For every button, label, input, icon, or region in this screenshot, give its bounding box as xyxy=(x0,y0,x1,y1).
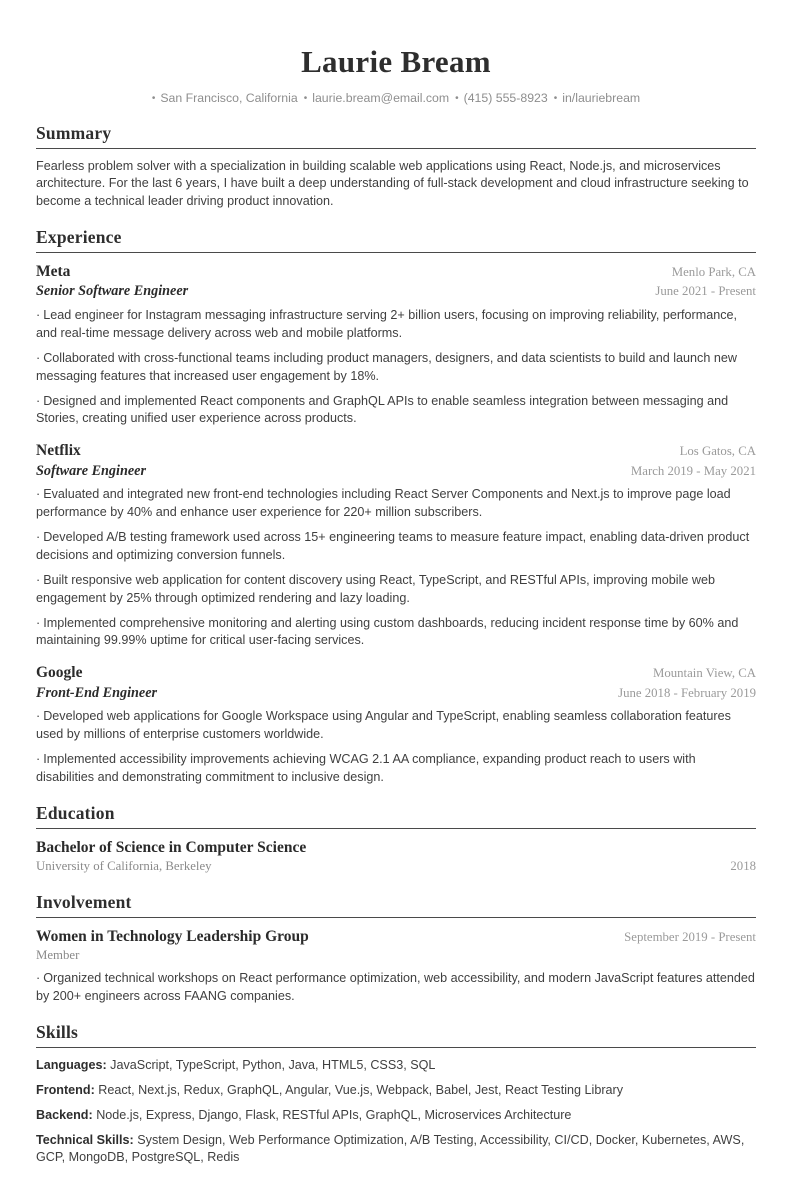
section-skills xyxy=(36,1022,756,1167)
skill-row xyxy=(36,1107,756,1125)
bullet-text: Implemented accessibility improvements achieving WCAG 2.1 AA compliance, expanding product reach to users with disabilities and demonstrating commitment to inclusive design. xyxy=(36,752,696,785)
involvement-entry-subheader xyxy=(36,947,756,965)
bullet-item xyxy=(36,708,756,744)
bullet-item xyxy=(36,751,756,787)
skill-row xyxy=(36,1057,756,1075)
bullet-item xyxy=(36,393,756,429)
bullet-dot-icon: · xyxy=(36,393,41,408)
experience-entry-header xyxy=(36,262,756,282)
contact-linkedin[interactable]: in/lauriebream xyxy=(562,90,641,105)
bullet-item xyxy=(36,350,756,386)
bullet-separator-icon: • xyxy=(303,92,308,104)
skills-body xyxy=(36,1048,756,1167)
organization-name: Women in Technology Leadership Group xyxy=(36,928,309,945)
company-location: Menlo Park, CA xyxy=(671,265,756,279)
section-experience xyxy=(36,227,756,787)
bullet-item xyxy=(36,486,756,522)
experience-entry xyxy=(36,262,756,428)
bullet-text: Developed A/B testing framework used across 15+ engineering teams to measure feature impact, enabling data-driven product decisions and optimizing conversion funnels. xyxy=(36,530,750,562)
education-entry-subheader xyxy=(36,858,756,876)
company-location: Mountain View, CA xyxy=(652,666,756,681)
resume-header xyxy=(36,36,756,107)
involvement-bullets xyxy=(36,970,756,1006)
involvement-entry-header xyxy=(36,927,756,947)
section-title-experience: Experience xyxy=(36,227,756,253)
experience-bullets xyxy=(36,708,756,787)
bullet-text: Developed web applications for Google Workspace using Angular and TypeScript, enabling seamless collaboration features used by millions of enterprise customers worldwide. xyxy=(36,709,731,742)
involvement-entry xyxy=(36,927,756,1006)
experience-bullets xyxy=(36,486,756,650)
bullet-text: Organized technical workshops on React performance optimization, web accessibility, and modern JavaScript features attended by 200+ engineers across FAANG companies. xyxy=(36,971,755,1004)
experience-entry xyxy=(36,441,756,650)
bullet-item xyxy=(36,307,756,343)
experience-entry xyxy=(36,663,756,787)
section-title-summary: Summary xyxy=(36,123,756,149)
experience-entry-subheader xyxy=(36,462,756,482)
company-name: Google xyxy=(36,664,83,682)
bullet-text: Lead engineer for Instagram messaging infrastructure serving 2+ billion users, focusing on improving reliability, performance, and real-time message delivery across web and mobile platforms. xyxy=(36,308,738,340)
education-body xyxy=(36,829,756,876)
section-title-skills: Skills xyxy=(36,1022,756,1048)
education-entry-header xyxy=(36,838,756,858)
experience-entry-header xyxy=(36,663,756,683)
bullet-text: Designed and implemented React components and GraphQL APIs to enable seamless integration between messaging and Stories, creating unified user experience across products. xyxy=(36,393,729,426)
contact-line xyxy=(36,91,756,107)
company-name: Meta xyxy=(36,263,71,280)
bullet-separator-icon: • xyxy=(151,92,156,104)
job-title: Software Engineer xyxy=(36,462,146,479)
bullet-dot-icon: · xyxy=(36,971,41,986)
section-title-education: Education xyxy=(36,803,756,829)
summary-body xyxy=(36,149,756,212)
education-entry xyxy=(36,838,756,876)
involvement-dates: September 2019 - Present xyxy=(624,930,756,944)
skill-label: Technical Skills: xyxy=(36,1132,134,1147)
skill-label: Backend: xyxy=(36,1107,93,1122)
section-involvement xyxy=(36,892,756,1006)
company-location: Los Gatos, CA xyxy=(679,444,756,459)
section-title-involvement: Involvement xyxy=(36,892,756,918)
bullet-text: Built responsive web application for content discovery using React, TypeScript, and RESTful APIs, improving mobile web engagement by 25% through optimized rendering and lazy loading. xyxy=(36,572,715,605)
degree-name: Bachelor of Science in Computer Science xyxy=(36,838,307,856)
job-title: Front-End Engineer xyxy=(36,684,158,701)
candidate-name: Laurie Bream xyxy=(301,44,491,79)
bullet-dot-icon: · xyxy=(36,308,41,323)
skill-row xyxy=(36,1082,756,1100)
skill-values: React, Next.js, Redux, GraphQL, Angular, Vue.js, Webpack, Babel, Jest, React Testing Library xyxy=(94,1082,624,1097)
experience-entry-subheader xyxy=(36,282,756,302)
school-name: University of California, Berkeley xyxy=(36,859,212,874)
section-summary xyxy=(36,123,756,212)
experience-entry-subheader xyxy=(36,684,756,704)
job-title: Senior Software Engineer xyxy=(36,283,189,300)
job-dates: June 2018 - February 2019 xyxy=(618,685,756,700)
skill-values: JavaScript, TypeScript, Python, Java, HTML5, CSS3, SQL xyxy=(106,1057,436,1072)
bullet-dot-icon: · xyxy=(36,350,41,365)
graduation-year: 2018 xyxy=(730,859,756,874)
job-dates: March 2019 - May 2021 xyxy=(630,463,756,478)
contact-phone[interactable]: (415) 555-8923 xyxy=(463,90,548,105)
bullet-separator-icon: • xyxy=(455,92,459,104)
involvement-body xyxy=(36,918,756,1006)
company-name: Netflix xyxy=(36,442,81,460)
skill-row xyxy=(36,1132,756,1168)
bullet-dot-icon: · xyxy=(36,709,41,724)
bullet-item xyxy=(36,572,756,608)
skill-label: Languages: xyxy=(36,1057,107,1072)
contact-email[interactable]: laurie.bream@email.com xyxy=(312,90,450,105)
bullet-text: Implemented comprehensive monitoring and alerting using custom dashboards, reducing incident response time by 60% and maintaining 99.99% uptime for critical user-facing services. xyxy=(36,615,739,648)
bullet-separator-icon: • xyxy=(553,92,558,104)
bullet-dot-icon: · xyxy=(36,530,41,545)
bullet-text: Collaborated with cross-functional teams including product managers, designers, and data scientists to build and launch new messaging features that increased user engagement by 18%. xyxy=(36,350,737,383)
skill-values: System Design, Web Performance Optimization, A/B Testing, Accessibility, CI/CD, Docker, Kubernetes, AWS, GCP, MongoDB, PostgreSQL, Redis xyxy=(36,1132,745,1165)
skill-values: Node.js, Express, Django, Flask, RESTful APIs, GraphQL, Microservices Architecture xyxy=(92,1107,572,1122)
bullet-dot-icon: · xyxy=(36,487,41,502)
involvement-role: Member xyxy=(36,948,80,963)
bullet-item xyxy=(36,529,756,565)
bullet-item xyxy=(36,615,756,651)
summary-text: Fearless problem solver with a specialization in building scalable web applications using React, Node.js, and microservices architecture. For the last 6 years, I have built a deep understanding of full-stack development and cloud infrastructure seeking to become a technical leader driving product innovation. xyxy=(36,158,749,209)
bullet-dot-icon: · xyxy=(36,752,41,767)
experience-entry-header xyxy=(36,441,756,461)
skill-label: Frontend: xyxy=(36,1082,95,1097)
section-education xyxy=(36,803,756,876)
contact-location: San Francisco, California xyxy=(160,90,298,105)
experience-bullets xyxy=(36,307,756,428)
bullet-text: Evaluated and integrated new front-end technologies including React Server Components and Next.js to improve page load performance by 40% and enhance user experience for 220+ million subscribers. xyxy=(36,487,731,520)
bullet-item xyxy=(36,970,756,1006)
bullet-dot-icon: · xyxy=(36,572,41,587)
experience-body xyxy=(36,253,756,787)
job-dates: June 2021 - Present xyxy=(655,284,756,299)
bullet-dot-icon: · xyxy=(36,615,41,630)
